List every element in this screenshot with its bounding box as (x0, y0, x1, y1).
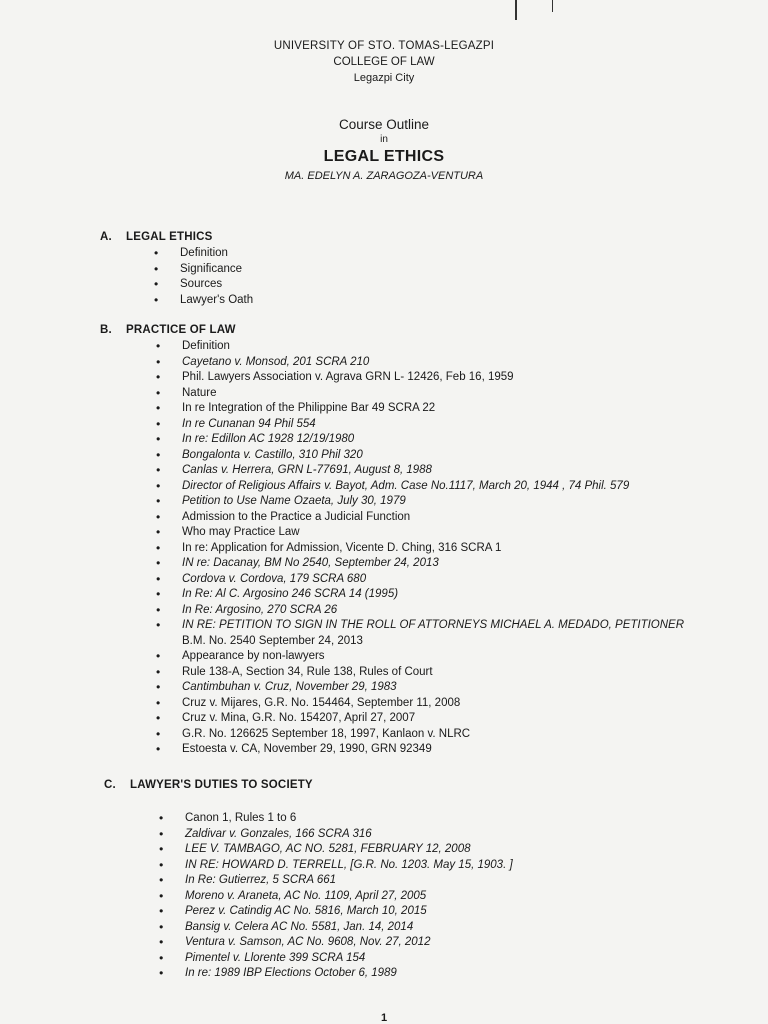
list-item: • Cantimbuhan v. Cruz, November 29, 1983 (182, 680, 684, 696)
list-item: • Canlas v. Herrera, GRN L-77691, August 8, 1988 (182, 463, 684, 479)
list-item: • G.R. No. 126625 September 18, 1997, Kanlaon v. NLRC (182, 727, 684, 743)
list-item: • IN RE: PETITION TO SIGN IN THE ROLL OF ATTORNEYS MICHAEL A. MEDADO, PETITIONER (182, 618, 684, 634)
list-item: • Admission to the Practice a Judicial Function (182, 510, 684, 526)
author-name: MA. EDELYN A. ZARAGOZA-VENTURA (284, 170, 484, 182)
list-item: • Cruz v. Mina, G.R. No. 154207, April 27, 2007 (182, 711, 684, 727)
list-item: • IN re: Dacanay, BM No 2540, September 24, 2013 (182, 556, 684, 572)
list-item: • IN RE: HOWARD D. TERRELL, [G.R. No. 1203. May 15, 1903. ] (185, 858, 513, 874)
list-item: • Nature (182, 386, 684, 402)
list-item: • LEE V. TAMBAGO, AC NO. 5281, FEBRUARY 12, 2008 (185, 842, 513, 858)
list-item: • Ventura v. Samson, AC No. 9608, Nov. 27, 2012 (185, 935, 513, 951)
list-item: • Bansig v. Celera AC No. 5581, Jan. 14, 2014 (185, 920, 513, 936)
list-item: • Sources (180, 277, 253, 293)
scan-mark (515, 0, 517, 20)
list-item: • Rule 138-A, Section 34, Rule 138, Rules of Court (182, 665, 684, 681)
list-item: • In re: Edillon AC 1928 12/19/1980 (182, 432, 684, 448)
page-number: 1 (380, 1012, 388, 1024)
list-item: • In re Integration of the Philippine Bar 49 SCRA 22 (182, 401, 684, 417)
list-item: • Significance (180, 262, 253, 278)
list-item: • Definition (180, 246, 253, 262)
section-c-list (185, 811, 513, 982)
list-item: • Appearance by non-lawyers (182, 649, 684, 665)
list-item: • Moreno v. Araneta, AC No. 1109, April 27, 2005 (185, 889, 513, 905)
list-item: • Pimentel v. Llorente 399 SCRA 154 (185, 951, 513, 967)
list-item: • Cayetano v. Monsod, 201 SCRA 210 (182, 355, 684, 371)
list-item: • Bongalonta v. Castillo, 310 Phil 320 (182, 448, 684, 464)
list-item: • In re: Application for Admission, Vicente D. Ching, 316 SCRA 1 (182, 541, 684, 557)
list-item: • Cordova v. Cordova, 179 SCRA 680 (182, 572, 684, 588)
list-item: • In Re: Al C. Argosino 246 SCRA 14 (1995) (182, 587, 684, 603)
in-label: in (380, 134, 388, 145)
section-heading-a (100, 231, 213, 243)
list-item: • Canon 1, Rules 1 to 6 (185, 811, 513, 827)
list-item-continuation: B.M. No. 2540 September 24, 2013 (182, 634, 363, 647)
list-item: • In Re: Gutierrez, 5 SCRA 661 (185, 873, 513, 889)
list-item: • Perez v. Catindig AC No. 5816, March 10, 2015 (185, 904, 513, 920)
section-title: LEGAL ETHICS (126, 231, 213, 243)
list-item: • Phil. Lawyers Association v. Agrava GRN L- 12426, Feb 16, 1959 (182, 370, 684, 386)
list-item: • In re Cunanan 94 Phil 554 (182, 417, 684, 433)
section-heading-c (104, 779, 313, 791)
list-item: • Cruz v. Mijares, G.R. No. 154464, September 11, 2008 (182, 696, 684, 712)
section-letter: C. (104, 779, 116, 791)
course-outline-label: Course Outline (338, 117, 430, 132)
city-name: Legazpi City (353, 72, 415, 84)
list-item: • Director of Religious Affairs v. Bayot, Adm. Case No.1117, March 20, 1944 , 74 Phil. 579 (182, 479, 684, 495)
college-name: COLLEGE OF LAW (333, 56, 435, 68)
list-item: • Zaldivar v. Gonzales, 166 SCRA 316 (185, 827, 513, 843)
section-title: LAWYER'S DUTIES TO SOCIETY (130, 779, 313, 791)
list-item: • Who may Practice Law (182, 525, 684, 541)
list-item: • Estoesta v. CA, November 29, 1990, GRN 92349 (182, 742, 684, 758)
university-name: UNIVERSITY OF STO. TOMAS-LEGAZPI (273, 40, 495, 52)
page-title: LEGAL ETHICS (323, 148, 445, 165)
section-b-list (182, 339, 684, 758)
section-a-list (180, 246, 253, 308)
scan-mark (552, 0, 553, 12)
list-item: • Lawyer's Oath (180, 293, 253, 309)
list-item: • Petition to Use Name Ozaeta, July 30, 1979 (182, 494, 684, 510)
list-item: • In re: 1989 IBP Elections October 6, 1989 (185, 966, 513, 982)
section-letter: B. (100, 324, 112, 336)
section-title: PRACTICE OF LAW (126, 324, 236, 336)
section-heading-b (100, 324, 236, 336)
list-item: • Definition (182, 339, 684, 355)
section-letter: A. (100, 231, 112, 243)
list-item: • In Re: Argosino, 270 SCRA 26 (182, 603, 684, 619)
